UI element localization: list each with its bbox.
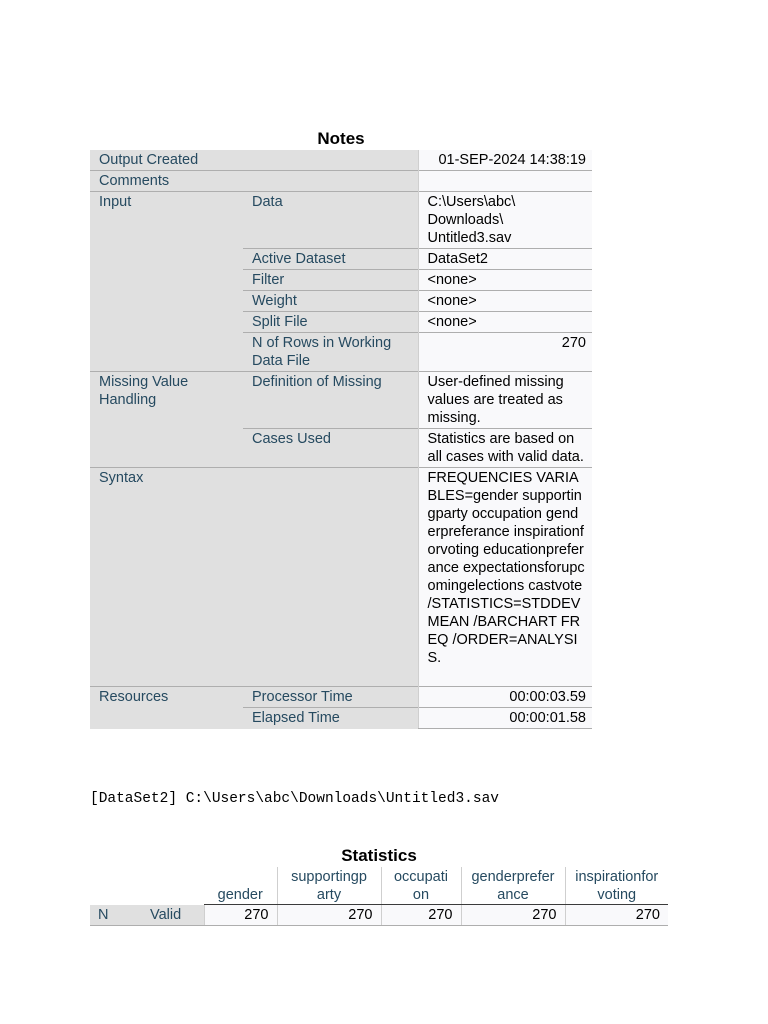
output-created-value: 01-SEP-2024 14:38:19 — [418, 150, 592, 171]
data-label: Data — [243, 192, 418, 249]
value-cell: 270 — [565, 905, 668, 926]
value-cell: 270 — [277, 905, 381, 926]
elapsed-time-label: Elapsed Time — [243, 708, 418, 729]
resources-label: Resources — [90, 687, 243, 729]
dataset-line: [DataSet2] C:\Users\abc\Downloads\Untitled3.sav — [90, 791, 499, 807]
n-rows-value: 270 — [418, 333, 592, 372]
output-created-label: Output Created — [90, 150, 418, 171]
comments-label: Comments — [90, 171, 418, 192]
syntax-label: Syntax — [90, 468, 418, 687]
split-file-value: <none> — [418, 312, 592, 333]
weight-label: Weight — [243, 291, 418, 312]
column-header: supportingp arty — [277, 867, 381, 905]
value-cell: 270 — [381, 905, 461, 926]
active-dataset-value: DataSet2 — [418, 249, 592, 270]
table-row — [90, 687, 592, 708]
table-row — [90, 468, 592, 687]
missing-label: Missing Value Handling — [90, 372, 243, 468]
comments-value — [418, 171, 592, 192]
table-row — [90, 192, 592, 249]
filter-label: Filter — [243, 270, 418, 291]
statistics-table — [90, 867, 668, 926]
statistics-title: Statistics — [341, 846, 417, 865]
value-cell: 270 — [461, 905, 565, 926]
table-row — [90, 150, 592, 171]
n-rows-label: N of Rows in Working Data File — [243, 333, 418, 372]
notes-title: Notes — [317, 129, 365, 148]
data-value: C:\Users\abc\ Downloads\ Untitled3.sav — [418, 192, 592, 249]
table-row — [90, 905, 668, 926]
filter-value: <none> — [418, 270, 592, 291]
column-header: gender — [204, 867, 277, 905]
input-label: Input — [90, 192, 243, 372]
processor-time-label: Processor Time — [243, 687, 418, 708]
weight-value: <none> — [418, 291, 592, 312]
definition-label: Definition of Missing — [243, 372, 418, 429]
table-row — [90, 171, 592, 192]
value-cell: 270 — [204, 905, 277, 926]
processor-time-value: 00:00:03.59 — [418, 687, 592, 708]
row-label-n: N — [90, 905, 142, 926]
column-header: genderprefer ance — [461, 867, 565, 905]
table-row — [90, 372, 592, 429]
cases-used-value: Statistics are based on all cases with valid data. — [418, 429, 592, 468]
column-header: inspirationfor voting — [565, 867, 668, 905]
syntax-value: FREQUENCIES VARIABLES=gender supportingparty occupation genderpreferance inspirationforvoting educationpreferance expectationsforupcomingelections castvote /STATISTICS=STDDEV MEAN /BARCHART FREQ /ORDER=ANALYSIS. — [418, 468, 592, 687]
column-header: occupati on — [381, 867, 461, 905]
active-dataset-label: Active Dataset — [243, 249, 418, 270]
cases-used-label: Cases Used — [243, 429, 418, 468]
row-label-valid: Valid — [142, 905, 204, 926]
notes-table — [90, 150, 592, 729]
split-file-label: Split File — [243, 312, 418, 333]
elapsed-time-value: 00:00:01.58 — [418, 708, 592, 729]
definition-value: User-defined missing values are treated as missing. — [418, 372, 592, 429]
header-spacer — [90, 867, 204, 905]
table-header-row — [90, 867, 668, 905]
